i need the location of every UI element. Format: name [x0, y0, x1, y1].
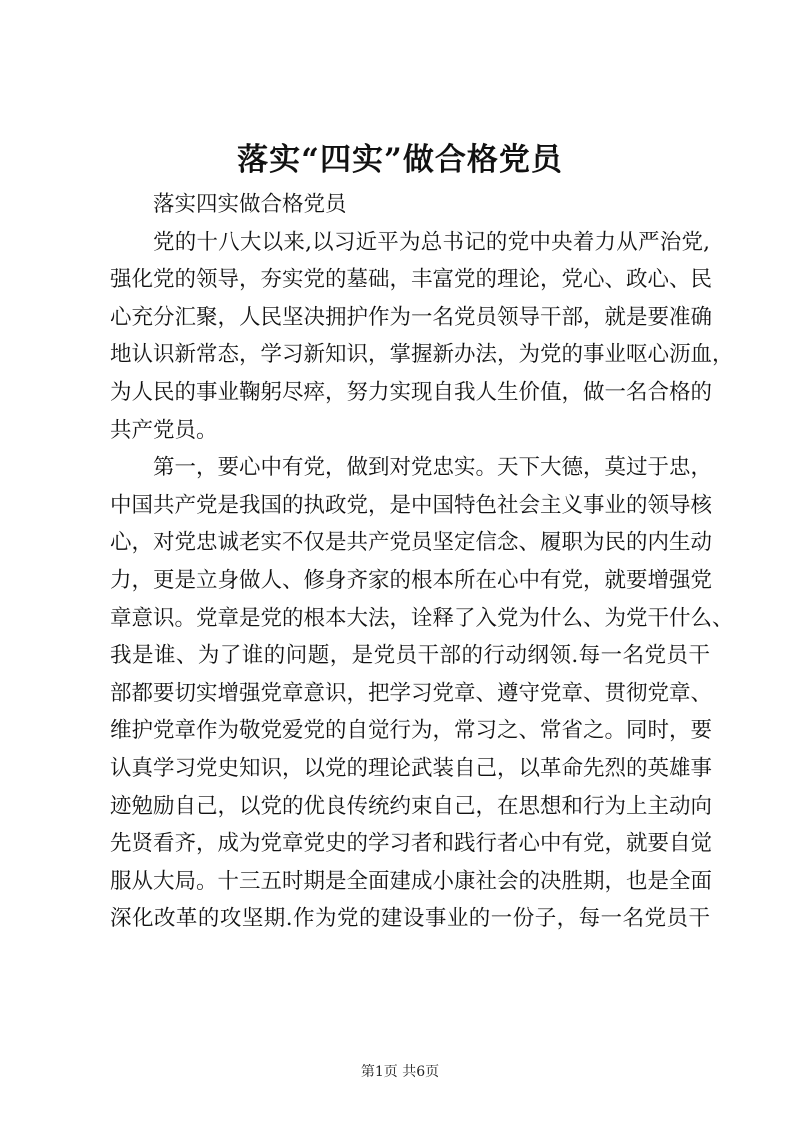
- paragraph-1-line-5: 为人民的事业鞠躬尽瘁，努力实现自我人生价值，做一名合格的: [110, 379, 713, 405]
- paragraph-2-line-7: 部都要切实增强党章意识，把学习党章、遵守党章、贯彻党章、: [110, 680, 713, 706]
- paragraph-1-line-1: 党的十八大以来,以习近平为总书记的党中央着力从严治党,: [153, 229, 710, 255]
- paragraph-2-line-10: 迹勉励自己，以党的优良传统约束自己，在思想和行为上主动向: [110, 793, 713, 819]
- paragraph-2-line-4: 力，更是立身做人、修身齐家的根本所在心中有党，就要增强党: [110, 567, 713, 593]
- paragraph-2-line-11: 先贤看齐，成为党章党史的学习者和践行者心中有党，就要自觉: [110, 831, 713, 857]
- paragraph-2-line-9: 认真学习党史知识，以党的理论武装自己，以革命先烈的英雄事: [110, 755, 713, 781]
- paragraph-2-line-13: 深化改革的攻坚期.作为党的建设事业的一份子，每一名党员干: [110, 906, 710, 932]
- document-title: 落实“四实”做合格党员: [237, 142, 563, 178]
- paragraph-2-line-5: 章意识。党章是党的根本大法，诠释了入党为什么、为党干什么、: [110, 605, 734, 631]
- paragraph-2-line-6: 我是谁、为了谁的问题，是党员干部的行动纲领.每一名党员干: [110, 643, 710, 669]
- page-number-footer: 第1页 共6页: [360, 1064, 440, 1080]
- subtitle-line: 落实四实做合格党员: [153, 192, 347, 217]
- paragraph-2-line-8: 维护党章作为敬党爱党的自觉行为，常习之、常省之。同时，要: [110, 718, 713, 744]
- paragraph-2-line-2: 中国共产党是我国的执政党，是中国特色社会主义事业的领导核: [110, 492, 713, 518]
- paragraph-2-line-3: 心，对党忠诚老实不仅是共产党员坚定信念、履职为民的内生动: [110, 530, 713, 556]
- document-body: [110, 186, 734, 938]
- paragraph-1-line-6: 共产党员。: [110, 417, 218, 443]
- paragraph-1-line-2: 强化党的领导，夯实党的墓础，丰富党的理论，党心、政心、民: [110, 267, 713, 293]
- paragraph-1-line-3: 心充分汇聚，人民坚决拥护作为一名党员领导干部，就是要准确: [110, 304, 713, 330]
- paragraph-2-line-1: 第一，要心中有党，做到对党忠实。天下大德，莫过于忠，: [153, 455, 713, 481]
- paragraph-2-line-12: 服从大局。十三五时期是全面建成小康社会的决胜期，也是全面: [110, 868, 713, 894]
- paragraph-1-line-4: 地认识新常态，学习新知识，掌握新办法，为党的事业呕心沥血，: [110, 342, 734, 368]
